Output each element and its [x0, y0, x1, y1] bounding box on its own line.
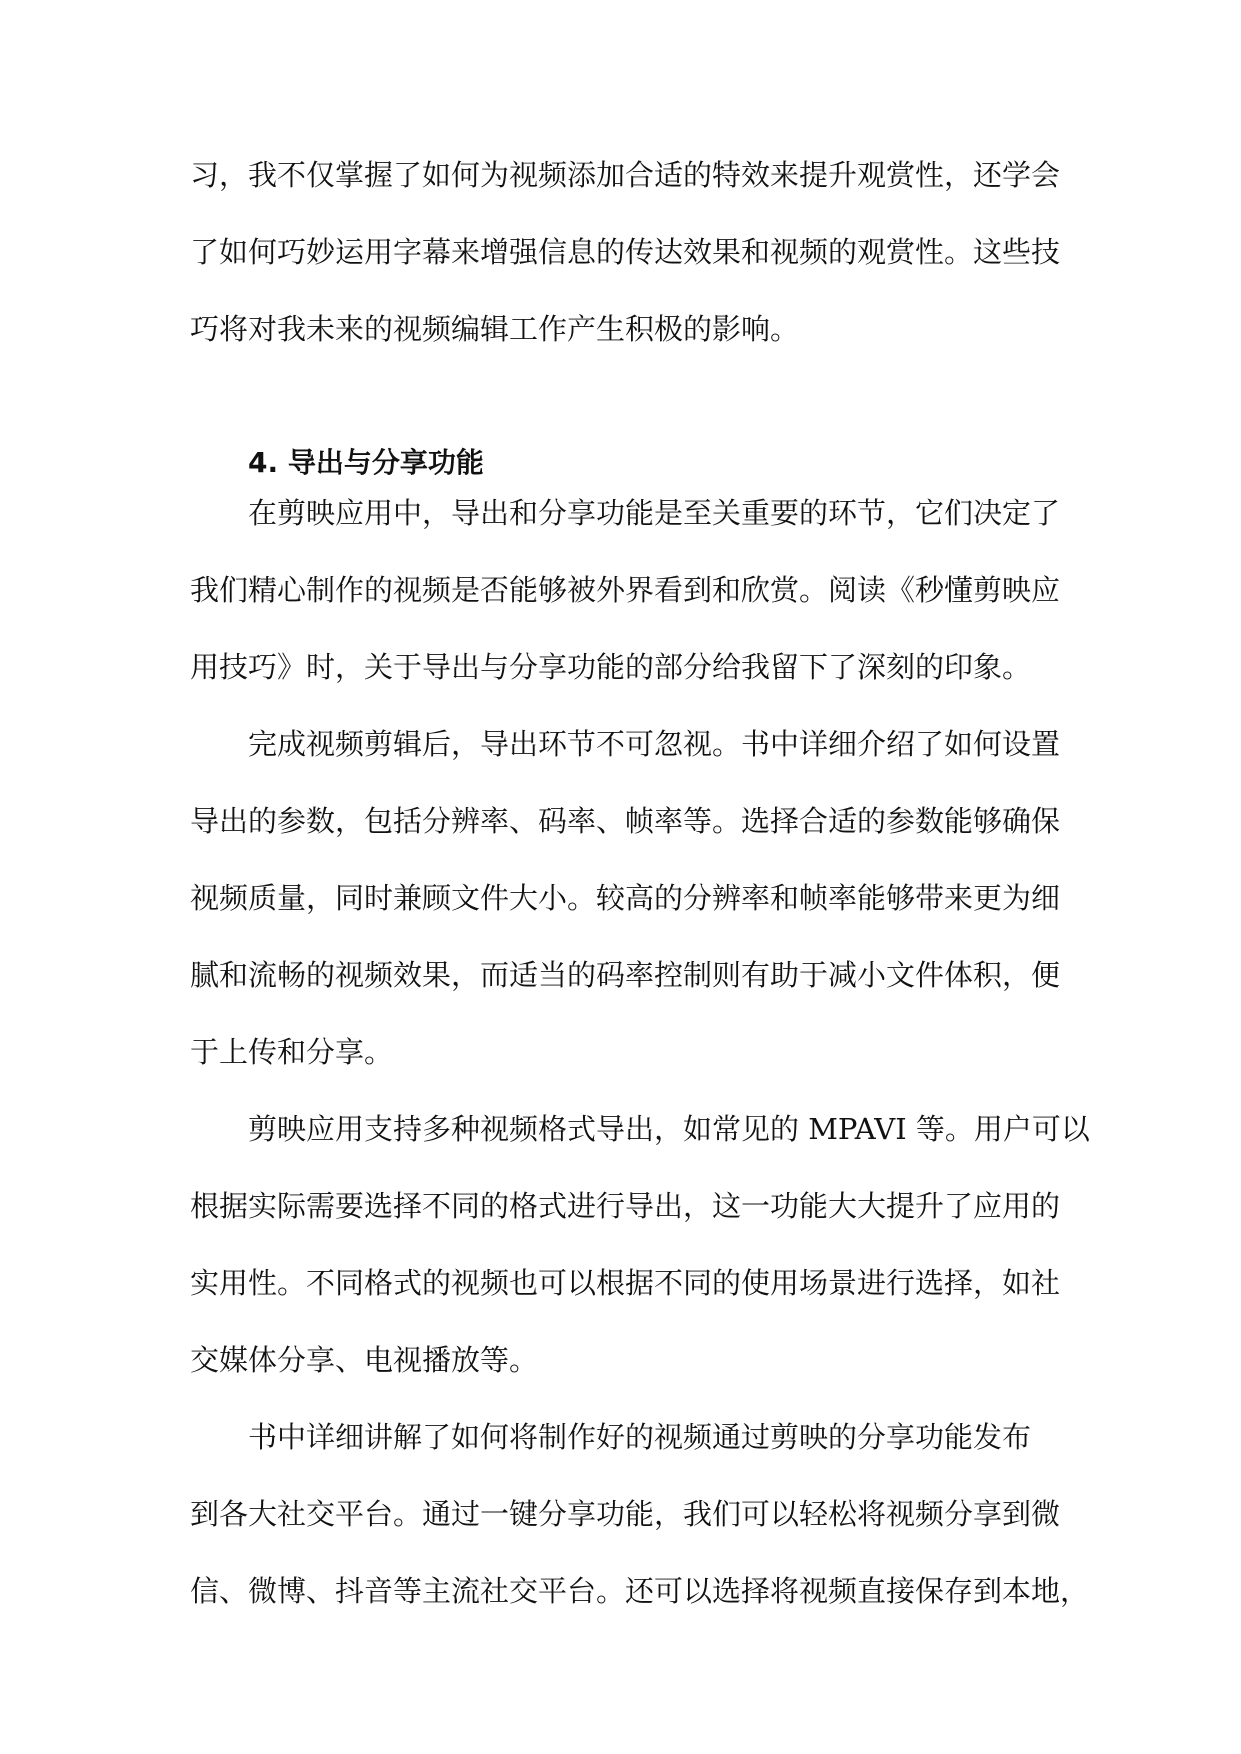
section-heading: 4. 导出与分享功能 — [248, 446, 484, 479]
document-body — [190, 137, 1090, 1630]
text-line: 完成视频剪辑后，导出环节不可忽视。书中详细介绍了如何设置 — [248, 727, 1061, 761]
text-line: 导出的参数，包括分辨率、码率、帧率等。选择合适的参数能够确保 — [190, 804, 1061, 838]
text-line: 实用性。不同格式的视频也可以根据不同的使用场景进行选择，如社 — [190, 1266, 1061, 1300]
text-line: 剪映应用支持多种视频格式导出，如常见的 MPAVI 等。用户可以 — [248, 1112, 1090, 1146]
text-line: 书中详细讲解了如何将制作好的视频通过剪映的分享功能发布 — [248, 1420, 1032, 1454]
text-line: 了如何巧妙运用字幕来增强信息的传达效果和视频的观赏性。这些技 — [190, 235, 1061, 269]
paragraph-export-settings — [190, 706, 1060, 1091]
paragraph-export-share-intro — [190, 475, 1060, 706]
text-line: 于上传和分享。 — [190, 1035, 394, 1069]
paragraph-continuation — [190, 137, 1060, 368]
text-line: 我们精心制作的视频是否能够被外界看到和欣赏。阅读《秒懂剪映应 — [190, 573, 1061, 607]
text-line: 腻和流畅的视频效果，而适当的码率控制则有助于减小文件体积，便 — [190, 958, 1061, 992]
text-line: 用技巧》时，关于导出与分享功能的部分给我留下了深刻的印象。 — [190, 650, 1032, 684]
paragraph-share-platforms — [190, 1399, 1090, 1630]
text-line: 到各大社交平台。通过一键分享功能，我们可以轻松将视频分享到微 — [190, 1497, 1061, 1531]
paragraph-export-formats — [190, 1091, 1090, 1399]
text-line: 巧将对我未来的视频编辑工作产生积极的影响。 — [190, 312, 800, 346]
text-line: 根据实际需要选择不同的格式进行导出，这一功能大大提升了应用的 — [190, 1189, 1061, 1223]
text-line: 习，我不仅掌握了如何为视频添加合适的特效来提升观赏性，还学会 — [190, 158, 1061, 192]
text-line: 信、微博、抖音等主流社交平台。还可以选择将视频直接保存到本地， — [190, 1574, 1090, 1608]
text-line: 交媒体分享、电视播放等。 — [190, 1343, 539, 1377]
text-line: 视频质量，同时兼顾文件大小。较高的分辨率和帧率能够带来更为细 — [190, 881, 1061, 915]
text-line: 在剪映应用中，导出和分享功能是至关重要的环节，它们决定了 — [248, 496, 1061, 530]
